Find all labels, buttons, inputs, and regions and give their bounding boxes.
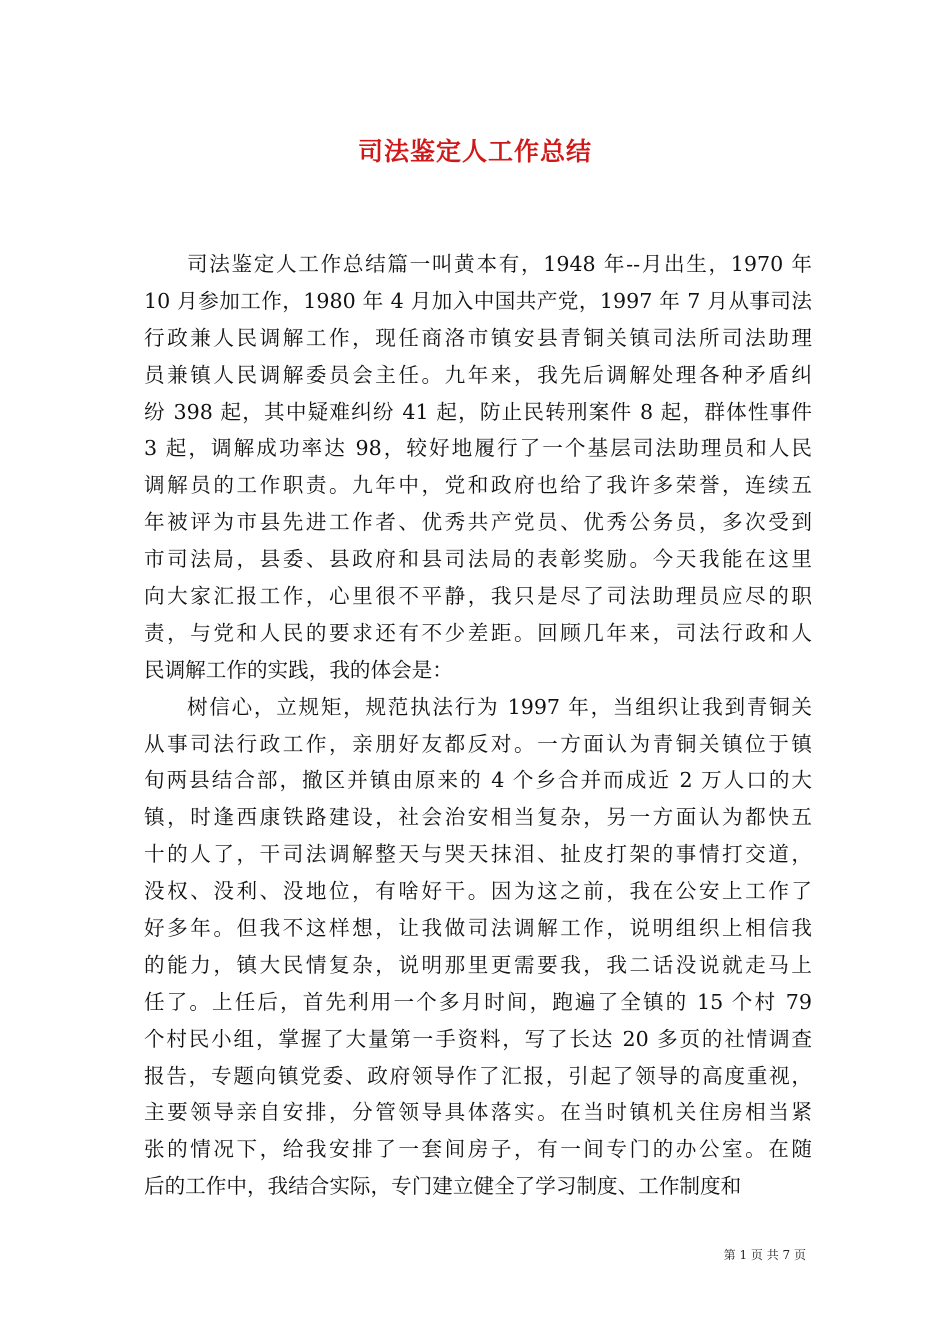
- paragraph: [144, 689, 812, 1205]
- text-line: 十的人了，干司法调解整天与哭天抹泪、扯皮打架的事情打交道，: [144, 842, 812, 867]
- text-line: 旬两县结合部，撤区并镇由原来的 4 个乡合并而成近 2 万人口的大: [144, 768, 812, 793]
- text-line: 纷 398 起，其中疑难纠纷 41 起，防止民转刑案件 8 起，群体性事件: [144, 399, 812, 424]
- text-line: 从事司法行政工作，亲朋好友都反对。一方面认为青铜关镇位于镇: [144, 731, 812, 756]
- text-line: 个村民小组，掌握了大量第一手资料，写了长达 20 多页的社情调查: [144, 1026, 812, 1051]
- text-line: 责，与党和人民的要求还有不少差距。回顾几年来，司法行政和人: [144, 620, 812, 645]
- text-line: 没权、没利、没地位，有啥好干。因为这之前，我在公安上工作了: [144, 879, 812, 904]
- text-line: 司法鉴定人工作总结篇一叫黄本有，1948 年--月出生，1970 年: [187, 252, 812, 276]
- paragraph: [144, 246, 812, 689]
- text-line: 报告，专题向镇党委、政府领导作了汇报，引起了领导的高度重视，: [144, 1063, 812, 1088]
- text-line: 员兼镇人民调解委员会主任。九年来，我先后调解处理各种矛盾纠: [144, 362, 812, 387]
- text-line: 行政兼人民调解工作，现任商洛市镇安县青铜关镇司法所司法助理: [144, 325, 812, 350]
- document-body: [144, 246, 812, 1205]
- document-title: 司法鉴定人工作总结: [357, 137, 592, 166]
- page-number-footer: 第 1 页 共 7 页: [723, 1248, 806, 1262]
- text-line: 树信心，立规矩，规范执法行为 1997 年，当组织让我到青铜关: [187, 694, 812, 719]
- text-line: 张的情况下，给我安排了一套间房子，有一间专门的办公室。在随: [144, 1137, 812, 1162]
- text-line: 好多年。但我不这样想，让我做司法调解工作，说明组织上相信我: [144, 916, 812, 941]
- text-line: 10 月参加工作，1980 年 4 月加入中国共产党，1997 年 7 月从事司法: [144, 288, 812, 313]
- text-line: 市司法局，县委、县政府和县司法局的表彰奖励。今天我能在这里: [144, 547, 812, 572]
- text-line: 年被评为市县先进工作者、优秀共产党员、优秀公务员，多次受到: [144, 510, 812, 535]
- text-line: 的能力，镇大民情复杂，说明那里更需要我，我二话没说就走马上: [144, 952, 812, 977]
- text-line: 向大家汇报工作，心里很不平静，我只是尽了司法助理员应尽的职: [144, 584, 812, 609]
- text-line: 3 起，调解成功率达 98，较好地履行了一个基层司法助理员和人民: [144, 436, 812, 461]
- text-line: 调解员的工作职责。九年中，党和政府也给了我许多荣誉，连续五: [144, 473, 812, 498]
- text-line: 主要领导亲自安排，分管领导具体落实。在当时镇机关住房相当紧: [144, 1100, 812, 1125]
- text-line: 镇，时逢西康铁路建设，社会治安相当复杂，另一方面认为都快五: [144, 805, 812, 830]
- text-line: 任了。上任后，首先利用一个多月时间，跑遍了全镇的 15 个村 79: [144, 989, 812, 1014]
- text-line: 后的工作中，我结合实际，专门建立健全了学习制度、工作制度和: [144, 1174, 742, 1199]
- text-line: 民调解工作的实践，我的体会是：: [144, 657, 453, 682]
